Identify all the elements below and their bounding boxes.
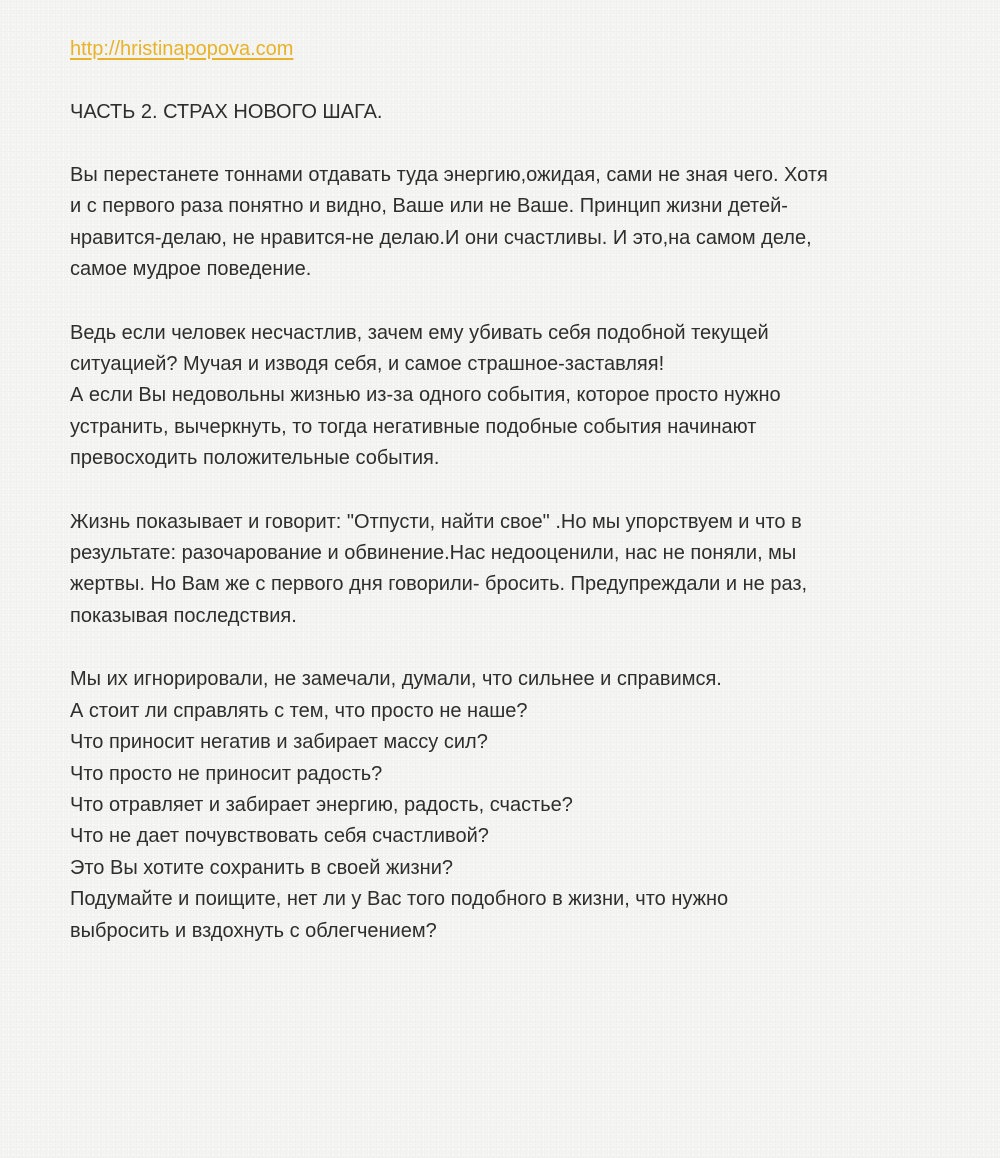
text-line: самое мудрое поведение. (70, 258, 312, 281)
document-body (70, 33, 970, 947)
text-line: Ведь если человек несчастлив, зачем ему убивать себя подобной текущей (70, 321, 769, 344)
text-line: Что просто не приносит радость? (70, 762, 383, 785)
text-line: Жизнь показывает и говорит: "Отпусти, найти свое" .Но мы упорствуем и что в (70, 510, 802, 533)
text-line: устранить, вычеркнуть, то тогда негативные подобные события начинают (70, 415, 757, 438)
text-line: и с первого раза понятно и видно, Ваше или не Ваше. Принцип жизни детей- (70, 195, 788, 218)
section-heading: ЧАСТЬ 2. СТРАХ НОВОГО ШАГА. (70, 101, 383, 123)
text-line: Это Вы хотите сохранить в своей жизни? (70, 856, 454, 879)
text-line: Что не дает почувствовать себя счастливой? (70, 825, 489, 848)
paragraph-2 (70, 318, 970, 475)
paragraph-1 (70, 160, 970, 286)
text-line: Мы их игнорировали, не замечали, думали, что сильнее и справимся. (70, 668, 722, 691)
website-link[interactable]: http://hristinapopova.com (70, 38, 294, 60)
text-line: Подумайте и поищите, нет ли у Вас того подобного в жизни, что нужно (70, 888, 729, 911)
text-line: результате: разочарование и обвинение.Нас недооценили, нас не поняли, мы (70, 542, 797, 565)
text-line: А если Вы недовольны жизнью из-за одного события, которое просто нужно (70, 384, 781, 407)
text-line: Что приносит негатив и забирает массу сил? (70, 731, 488, 754)
text-line: выбросить и вздохнуть с облегчением? (70, 919, 437, 942)
paragraph-3 (70, 507, 970, 633)
text-line: Вы перестанете тоннами отдавать туда энергию,ожидая, сами не зная чего. Хотя (70, 164, 828, 186)
text-line: жертвы. Но Вам же с первого дня говорили- бросить. Предупреждали и не раз, (70, 573, 808, 596)
text-line: ситуацией? Мучая и изводя себя, и самое страшное-заставляя! (70, 353, 665, 376)
text-line: Что отравляет и забирает энергию, радость, счастье? (70, 793, 573, 816)
text-line: показывая последствия. (70, 604, 297, 627)
text-line: А стоит ли справлять с тем, что просто не наше? (70, 699, 528, 722)
text-line: нравится-делаю, не нравится-не делаю.И они счастливы. И это,на самом деле, (70, 226, 812, 249)
text-line: превосходить положительные события. (70, 447, 440, 470)
paragraph-4 (70, 664, 970, 947)
